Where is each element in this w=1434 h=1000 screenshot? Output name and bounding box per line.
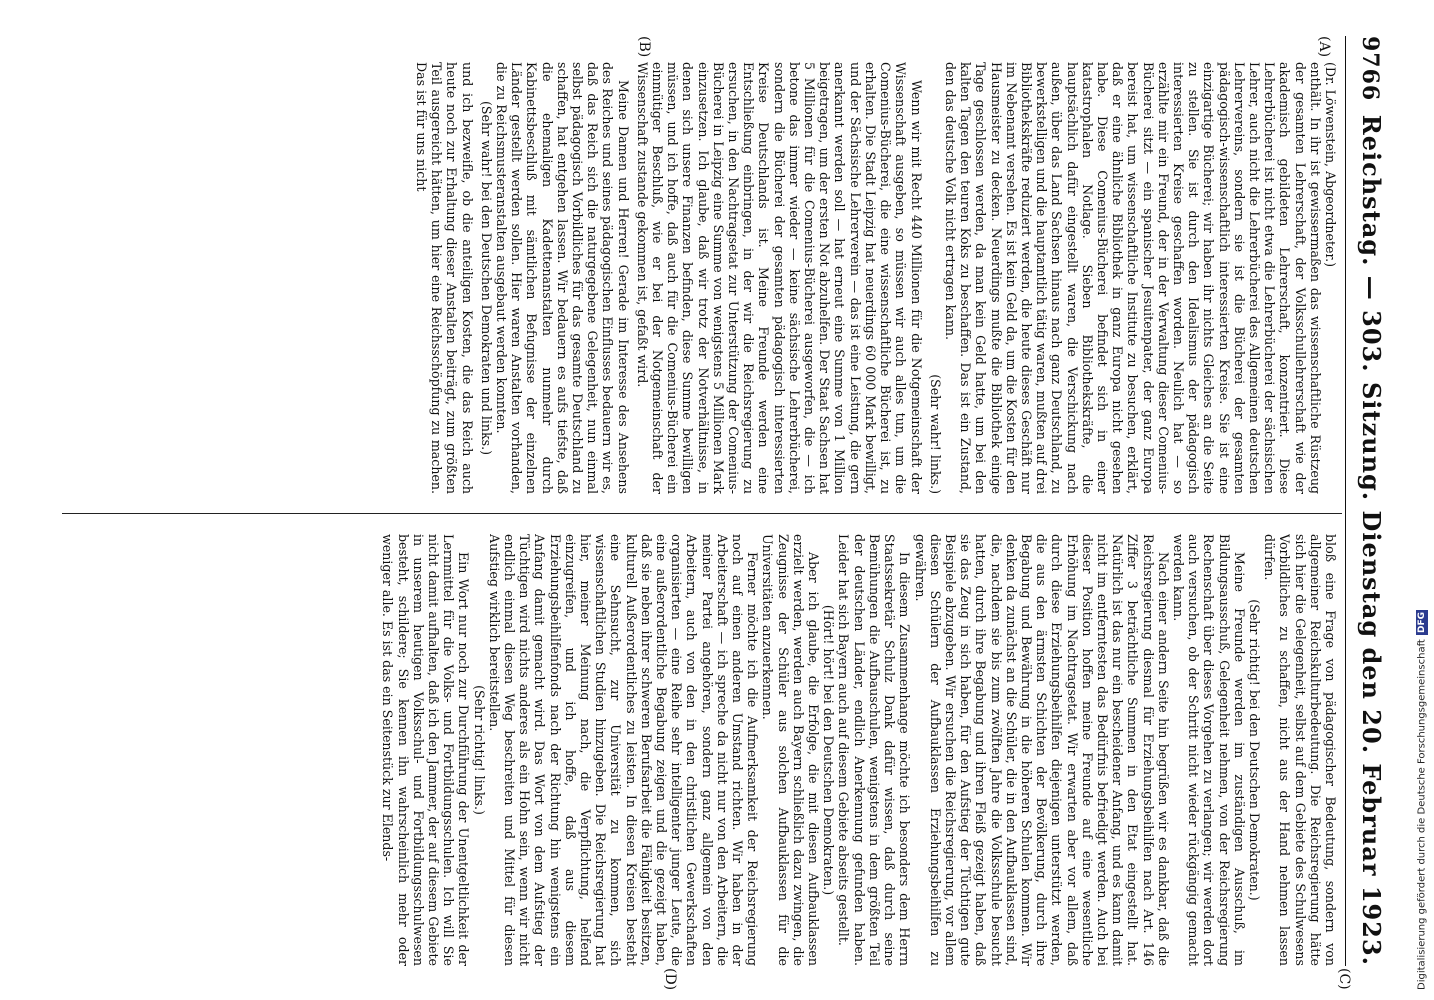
- page-title: Reichstag. — 303. Sitzung. Dienstag den 20. Februar 1923.: [1357, 114, 1386, 966]
- interjection: (Sehr wahr! links.): [927, 374, 943, 494]
- newspaper-page: [12, 6, 1412, 991]
- interjection: (Hört! hört! bei den Deutschen Demokraten.): [821, 604, 837, 896]
- interjection: (Sehr richtig! links.): [471, 685, 487, 815]
- paragraph: Ein Wort nur noch zur Durchführung der Unentgeltlichkeit der Lernmittel für die Volks- und Fortbildungsschulen. Ich will Sie nicht damit aufhalten, daß ich den Jammer, der auf diesem Gebiete in unserem heutigen Volksschul- und Fortbildungsschulwesen besteht, schildere; Sie kennen ihn wahrscheinlich mehr oder weniger alle. Es ist das ein Seitenstück zur Elends-: [380, 534, 472, 966]
- running-head: [1346, 36, 1386, 966]
- paragraph: Meine Damen und Herren! Gerade im Interesse des Ansehens des Reiches und seines pädagogischen Einflusses bedauern wir es, daß das Reich sich die naturgegebene Gelegenheit, nun einmal selbst pädagogisch Vorbildliches für das gesamte Deutschland zu schaffen, hat entgehen lassen. Wir bedauern es aufs tiefste, daß die ehemaligen Kadettenanstalten nunmehr durch Kabinettsbeschluß mit sämtlichen Befugnisse der einzelnen Länder gestellt werden sollen. Hier waren Anstalten vorhanden, die zu Reichsmusteranstalten ausgebaut werden konnten.: [494, 62, 631, 494]
- dfg-logo: DFG: [1417, 612, 1427, 634]
- paragraph: Wenn wir mit Recht 440 Millionen für die Notgemeinschaft der Wissenschaft ausgeben, so müssen wir auch alles tun, um die Comenius-Bücherei, die eine wissenschaftliche Bücherei ist, zu erhalten. Die Stadt Leipzig hat neuerdings 60 000 Mark bewilligt, und der Sächsische Lehrerverein — das ist eine Leistung, die gern anerkannt werden soll — hat erneut eine Summe von 1 Million beigetragen, um der ersten Not abzuhelfen. Der Staat Sachsen hat 5 Millionen für die Comenius-Bücherei ausgeworfen, die — ich betone das immer wieder — keine sächsische Lehrerbücherei, sondern die Bücherei der gesamten pädagogisch interessierten Kreise Deutschlands ist. Meine Freunde werden eine Entschließung einbringen, in der wir die Reichsregierung zu ersuchen, in den Nachtragsetat zur Unterstützung der Comenius-Bücherei in Leipzig eine Summe von wenigstens 5 Millionen Mark einzusetzen. Ich glaube, daß wir trotz der Notverhältnisse, in denen sich unsere Finanzen befinden, diese Summe bewilligen müssen, und ich hoffe, daß auch für die Comenius-Bücherei ein einmütiger Beschluß, wie er bei der Notgemeinschaft der Wissenschaft zustande gekommen ist, gefaßt wird.: [634, 62, 924, 494]
- margin-marker-c: (C): [1336, 968, 1352, 990]
- margin-marker-d: (D): [662, 968, 678, 991]
- paragraph: Aber ich glaube, die Erfolge, die mit diesen Aufbauklassen erzielt werden, werden auch Bayern schließlich dazu zwingen, die Zeugnisse der Schüler aus solchen Aufbauklassen für die Universitäten anzuerkennen.: [760, 534, 822, 966]
- speaker-line: (Dr. Löwenstein, Abgeordneter.): [1323, 62, 1338, 268]
- right-column: [68, 534, 1338, 966]
- left-column: [68, 62, 1338, 494]
- digitization-note: [1414, 10, 1430, 990]
- paragraph: und ich bezweifle, ob die anteiligen Kosten, die das Reich auch heute noch zur Erhaltung dieser Anstalten beiträgt, zum größten Teil ausgereicht hätten, um hier eine Reichsschöpfung zu machen. Das ist für uns nicht: [414, 62, 475, 494]
- margin-marker-a: (A): [1316, 36, 1332, 58]
- interjection: (Sehr wahr! bei den Deutschen Demokraten und links.): [478, 100, 494, 456]
- page-number: 9766: [1357, 36, 1383, 102]
- paragraph: Ferner möchte ich die Aufmerksamkeit der Reichsregierung noch auf einen anderen Umstand richten. Wir haben in der Arbeiterschaft — ich spreche da nicht nur von den Arbeitern, die meiner Partei angehören, sondern ganz allgemein von den Arbeitern, auch von den in den christlichen Gewerkschaften organisierten — eine Reihe sehr intelligenter junger Leute, die eine außerordentliche Begabung zeigen und die gezeigt haben, daß sie neben ihrer schweren Berufsarbeit die Fähigkeit besitzen, kulturell Außerordentliches zu leisten. In diesen Kreisen besteht eine Sehnsucht, zur Universität zu kommen, sich wissenschaftlichen Studien hinzugeben. Die Reichsregierung hat hier, meiner Meinung nach, die Verpflichtung, helfend einzugreifen, und ich hoffe, daß aus diesem Erziehungsbeihilfenfonds nach der Richtung hin wenigstens ein Anfang damit gemacht wird. Das Wort von dem Aufstieg der Tüchtigen wird nichts anderes als ein Hohn sein, wenn wir nicht endlich einmal diesen Weg beschreiten und Mittel für diesen Aufstieg wirklich bereitstellen.: [486, 534, 761, 966]
- paragraph: Meine Freunde werden im zuständigen Ausschuß, im Bildungsausschuß, Gelegenheit nehmen, von der Reichsregierung Rechenschaft über dieses Vorgehen zu verlangen; wir werden dort auch versuchen, ob der Schritt nicht wieder rückgängig gemacht werden kann.: [1170, 534, 1247, 966]
- header-rule: [1345, 36, 1346, 966]
- paragraph: Nach einer andern Seite hin begrüßen wir es dankbar, daß die Reichsregierung diesmal für Erziehungsbeihilfen nach Art. 146 Ziffer 3 beträchtliche Summen in den Etat eingestellt hat. Natürlich ist das nur ein bescheidener Anfang, und es kann damit nicht im entferntesten das Bedürfnis befriedigt werden. Auch bei dieser Position hoffen meine Freunde auf eine wesentliche Erhöhung im Nachtragsetat. Wir erwarten aber vor allem, daß durch diese Erziehungsbeihilfen diejenigen unterstützt werden, die aus den ärmsten Schichten der Bevölkerung, durch ihre Begabung und Bewährung in die höheren Schulen kommen. Wir denken da zunächst an die Schüler, die in den Aufbauklassen sind, die, nachdem sie bis zum zwölften Jahre die Volksschule besucht hatten, durch ihre Begabung und ihren Fleiß gezeigt haben, daß sie das Zeug in sich haben, für den Aufstieg der Tüchtigen gute Beispiele abzugeben. Wir ersuchen die Reichsregierung, vor allem diesen Schülern der Aufbauklassen Erziehungsbeihilfen zu gewähren.: [912, 534, 1171, 966]
- paragraph: enthält. In ihr ist gewissermaßen das wissenschaftliche Rüstzeug der gesamten Lehrerschaft, der Volksschullehrerschaft wie der akademisch gebildeten Lehrerschaft, konzentriert. Diese Lehrerbücherei ist nicht etwa die Lehrerbücherei der sächsischen Lehrer, auch nicht die Lehrerbücherei des Allgemeinen deutschen Lehrervereins, sondern sie ist die Bücherei der gesamten pädagogisch-wissenschaftlich interessierten Kreise. Sie ist eine einzigartige Bücherei; wir haben ihr nichts Gleiches an die Seite zu stellen. Sie ist durch den Idealismus der pädagogisch interessierten Kreise geschaffen worden. Neulich hat — so erzählte mir ein Freund, der in der Verwaltung dieser Comenius-Bücherei sitzt — ein spanischer Jesuitenpater, der ganz Europa bereist hat, um wissenschaftliche Institute zu besuchen, erklärt, daß er eine ähnliche Bibliothek in ganz Europa nicht gesehen habe. Diese Comenius-Bücherei befindet sich in einer katastrophalen Notlage. Sieben Bibliothekskräfte, die hauptsächlich dafür eingestellt waren, die Verschickung nach außen, über das Land Sachsen hinaus nach ganz Deutschland, zu bewerkstelligen und die hauptamtlich tätig waren, mußten auf drei Bibliothekskräfte reduziert werden, die heute dieses Geschäft nur im Nebenamt versehen. Es ist kein Geld da, um die Kosten für den Hausmeister zu decken. Neuerdings mußte die Bibliothek einige Tage geschlossen werden, da man kein Geld hatte, um bei den kalten Tagen den teuren Koks zu beschaffen. Das ist ein Zustand, den das deutsche Volk nicht ertragen kann.: [942, 62, 1323, 494]
- paragraph: In diesem Zusammenhange möchte ich besonders dem Herrn Staatssekretär Schulz Dank dafür wissen, daß durch seine Bemühungen die Aufbauschulen, wenigstens in dem größten Teil der deutschen Länder, endlich Anerkennung gefunden haben. Leider hat sich Bayern auch auf diesem Gebiete abseits gestellt.: [836, 534, 913, 966]
- paragraph: bloß eine Frage von pädagogischer Bedeutung, sondern von allgemeiner Reichskulturbedeutung. Die Reichsregierung hätte sich hier die Gelegenheit, selbst auf dem Gebiete des Schulwesens Vorbildliches zu schaffen, nicht aus der Hand nehmen lassen dürfen.: [1262, 534, 1338, 966]
- margin-marker-b: (B): [636, 36, 652, 58]
- column-divider: [62, 513, 1342, 514]
- funding-note-text: Digitalisierung gefördert durch die Deutsche Forschungsgemeinschaft: [1416, 639, 1428, 990]
- interjection: (Sehr richtig! bei den Deutschen Demokraten.): [1246, 599, 1262, 901]
